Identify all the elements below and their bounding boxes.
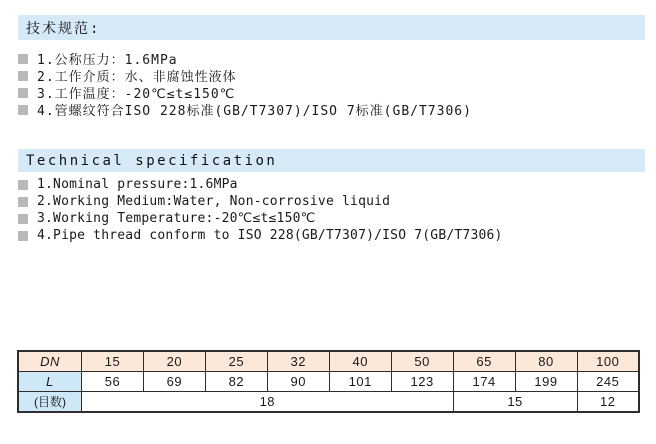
dn-value-cell: 20 — [143, 351, 205, 372]
list-item — [18, 210, 503, 227]
square-bullet-icon — [18, 197, 28, 207]
spec-text-cn: 2.工作介质：水、非腐蚀性液体 — [37, 70, 237, 85]
list-item — [18, 101, 472, 118]
dn-value-cell: 25 — [205, 351, 267, 372]
table-row-mesh — [18, 392, 639, 413]
l-value-cell: 199 — [515, 372, 577, 392]
square-bullet-icon — [18, 71, 28, 81]
spec-text-cn: 1.公称压力：1.6MPa — [37, 53, 178, 68]
l-value-cell: 174 — [453, 372, 515, 392]
dn-value-cell: 40 — [329, 351, 391, 372]
dn-label-cell: DN — [18, 351, 82, 372]
spec-text-cn: 3.工作温度：-20℃≤t≤150℃ — [37, 87, 236, 102]
dn-value-cell: 80 — [515, 351, 577, 372]
spec-list-cn — [18, 50, 472, 118]
list-item — [18, 193, 503, 210]
list-item — [18, 67, 472, 84]
dn-value-cell: 65 — [453, 351, 515, 372]
dimension-table — [17, 350, 640, 413]
spec-list-en — [18, 176, 503, 244]
mesh-value-cell: 12 — [577, 392, 639, 413]
mesh-label-cell: (目数) — [18, 392, 82, 413]
dn-value-cell: 32 — [267, 351, 329, 372]
dn-value-cell: 15 — [82, 351, 144, 372]
dn-value-cell: 50 — [391, 351, 453, 372]
table-row-l — [18, 372, 639, 392]
l-label-cell: L — [18, 372, 82, 392]
l-value-cell: 90 — [267, 372, 329, 392]
square-bullet-icon — [18, 54, 28, 64]
table-row-dn — [18, 351, 639, 372]
spec-text-en: 4.Pipe thread conform to ISO 228(GB/T7307)/ISO 7(GB/T7306) — [37, 228, 503, 243]
l-value-cell: 82 — [205, 372, 267, 392]
list-item — [18, 227, 503, 244]
l-value-cell: 69 — [143, 372, 205, 392]
list-item — [18, 176, 503, 193]
spec-text-en: 2.Working Medium:Water, Non-corrosive liquid — [37, 194, 391, 209]
l-value-cell: 123 — [391, 372, 453, 392]
l-value-cell: 245 — [577, 372, 639, 392]
square-bullet-icon — [18, 231, 28, 241]
l-value-cell: 56 — [82, 372, 144, 392]
square-bullet-icon — [18, 214, 28, 224]
mesh-value-cell: 18 — [82, 392, 454, 413]
spec-text-cn: 4.管螺纹符合ISO 228标准(GB/T7307)/ISO 7标准(GB/T7306) — [37, 104, 472, 119]
list-item — [18, 50, 472, 67]
square-bullet-icon — [18, 105, 28, 115]
square-bullet-icon — [18, 88, 28, 98]
square-bullet-icon — [18, 180, 28, 190]
dn-value-cell: 100 — [577, 351, 639, 372]
mesh-value-cell: 15 — [453, 392, 577, 413]
spec-text-en: 1.Nominal pressure:1.6MPa — [37, 177, 238, 192]
spec-text-en: 3.Working Temperature:-20℃≤t≤150℃ — [37, 211, 316, 226]
section-header-en — [18, 149, 645, 172]
section-title-en: Technical specification — [26, 152, 278, 169]
section-title-cn: 技术规范: — [26, 20, 101, 37]
l-value-cell: 101 — [329, 372, 391, 392]
list-item — [18, 84, 472, 101]
section-header-cn — [18, 15, 645, 40]
